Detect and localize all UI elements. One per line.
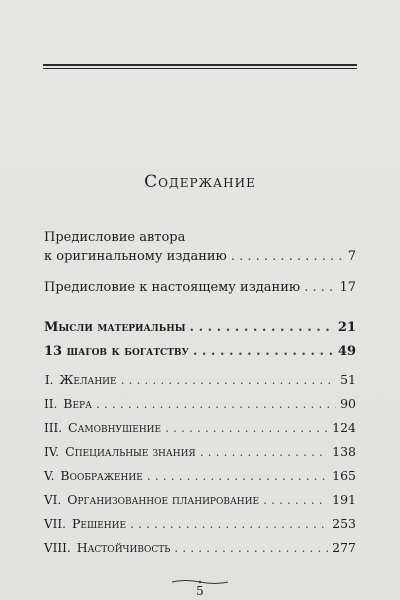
toc-entry-page: 7 [347,249,356,264]
toc-entry-title-line1: Предисловие автора [44,230,186,245]
toc-entry-author-preface [44,230,356,264]
chapter-title: Самовнушение [68,420,162,435]
chapter-title: Настойчивость [76,540,171,555]
toc-part-steps [44,344,356,359]
dot-leader [121,372,337,387]
contents-heading: Содержание [144,172,256,192]
chapter-page: 191 [332,492,356,507]
toc-chapter [44,444,356,459]
dot-leader [174,540,328,555]
chapter-page: 90 [340,396,356,411]
dot-leader [263,492,328,507]
chapter-numeral: I. [44,373,54,387]
toc-entry-title-line2: к оригинальному изданию [44,249,227,264]
toc-chapter [44,372,356,387]
dot-leader [200,444,328,459]
chapter-numeral: II. [44,397,58,411]
dot-leader [190,320,334,335]
dot-leader [96,396,336,411]
toc-entry-page: 17 [339,280,356,295]
toc-chapter [44,516,356,531]
chapter-numeral: III. [44,421,63,435]
page-number: 5 [196,584,204,598]
toc-part-page: 49 [337,344,356,359]
chapter-page: 124 [332,420,356,435]
dot-leader [304,280,335,295]
dot-leader [130,516,328,531]
chapter-numeral: IV. [44,445,60,459]
toc-part-thoughts [44,320,356,335]
dot-leader [165,420,328,435]
top-double-rule [43,64,357,66]
toc-part-title: Мысли материальны [44,320,186,335]
toc-entry-title: Предисловие к настоящему изданию [44,280,301,295]
toc-chapter [44,420,356,435]
toc-chapter [44,468,356,483]
dot-leader [193,344,334,359]
chapter-page: 277 [332,540,356,555]
chapter-page: 138 [332,444,356,459]
chapter-title: Желание [59,372,117,387]
toc-chapter [44,540,356,555]
chapter-page: 253 [332,516,356,531]
chapter-page: 51 [340,372,356,387]
toc-chapter [44,396,356,411]
chapter-title: Решение [71,516,127,531]
dot-leader [231,249,344,264]
chapter-title: Воображение [60,468,143,483]
chapter-numeral: V. [44,469,55,483]
chapter-numeral: VII. [44,517,66,531]
chapter-page: 165 [332,468,356,483]
toc-entry-edition-preface [44,280,356,295]
chapter-title: Организованное планирование [67,492,260,507]
chapter-numeral: VIII. [44,541,71,555]
toc-part-title: 13 шагов к богатству [44,344,189,359]
chapter-title: Специальные знания [65,444,196,459]
chapter-numeral: VI. [44,493,62,507]
toc-part-page: 21 [337,320,356,335]
toc-chapter [44,492,356,507]
chapter-title: Вера [63,396,92,411]
dot-leader [147,468,328,483]
